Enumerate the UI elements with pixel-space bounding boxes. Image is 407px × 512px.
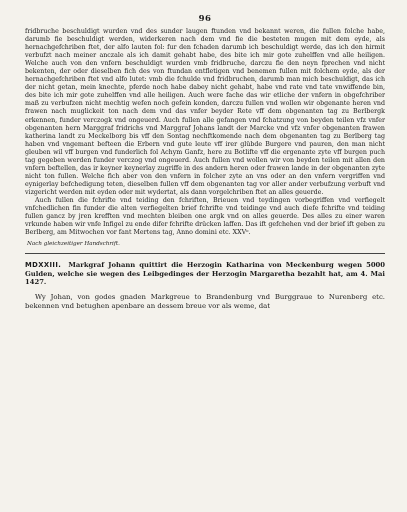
document-summary: Markgraf Johann quittirt die Herzogin Katharina von Meckenburg wegen 5000 Gulden, welche sie wegen des Leibgedinges der Herzogin Margaretha bezahlt hat, am 4. Mai 1427. — [25, 261, 386, 287]
paragraph-1: fridbruche beschuldigt wurden vnd des sunder laugen ftunden vnd bekannt weren, die fullen folche habe, darumb fie beschuldigt werden, widerkeren nach dem vnd fie die besteten mugen mit dem eyde, als hernachgefchriben ftet, der alfo lauten fol: fur den fchaden darumb ich beschuldigt werde, das ich den hirmit verbufzt nach meiner anczale als ich damit gehabt habe, des bite ich mir gote zuhelffen vnd alle heiligen. Welche auch von den vnfern beschuldigt wurden vmb fridbruche, darczu fie den neyn fprechen vnd nicht bekenten, der oder dieselben fich des von ftundan entfletigen vnd benemen fullen mit folchem eyde, als der hernachgefchriben ftet vnd alfo lutet: vmb die fchulde vnd fridbruchen, darumb man mich beschuldigt, das ich der nicht getan, mein knechte, pferde noch habe dabey nicht gehabt, habe vnd rate vnd tate vnwiffende bin, des bite ich mir gote zuhelffen vnd alle heiligen. Auch were fache das wir etliche der vnfern in obgefchriber maß zu verbufzen nicht mechtig wefen noch gefein konden, darczu fullen vnd wollen wir obgenante heren vnd frawen nach muglickeit ton nach dem vnd das vnfer beyder Rete vff dem obgenanten tag zu Berlbergk erkennen, funder verczogk vnd ongeuerd. Auch fullen alle gefangen vnd fchatzung von beyden teilen vfz vnfer obgenanten hern Marggraf fridrichs vnd Marggraf Johans landt der Marcke vnd vfz vnfer obgenanten frawen katherina landt zu Meckelborg bis vff den Sontag nechftkomende nach dem obgenanten tag zu Berlberg tag haben vnd vngemant befteen die Erbern vnd gute leute vff irer glübde Burgere vnd pauren, den man nicht gleuben wil vff burgen vnd funderlich fol Achym Ganfz, here zu Botlifte vff die ergenante zyte vff burgen puch tag gegeben werden funder verczog vnd ongeuerd. Auch fullen vnd wollen wir von beyden teilen mit allen den vnfern beftellen, das ir keyner keynerlay zugriffe in des andern heren oder frawen lande in der obgenanten zyte nicht ton fullen. Welche fich aber von den vnfern in folcher zyte an vns oder an den vnfern vergriffen vnd eynigerlay befchedigung teten, dieselben fullen vff dem obgenanten tag vor aller ander verbufzung verbuft vnd vizgericht werden mit eyden oder mit wydertat, als dann vorgelchriben ftet an alles geuerde. — [25, 28, 385, 196]
section-divider — [25, 253, 385, 254]
paragraph-2: Auch fullen die fchrifte vnd teiding den fchriften, Brieuen vnd teydingen vorbegriffen vnd verfiegelt vnfchedlichen fin funder die alten verfiegelten brief fchrifte vnd teidinge vnd auch diefe fchrifte vnd teiding fullen gancz by jren krefften vnd mechten bleiben one argk vnd on alles geuerde. Des alles zu einer waren vrkunde haben wir vnfe Infigel zu ende difer fchrifte drücken laffen. Das ift gefchehen vnd der brief ift geben zu Berlberg, am Mitwochen vor fant Mertens tag, Anno domini etc. XXVᵒ. — [25, 196, 385, 237]
document-heading — [25, 261, 385, 287]
document-number: MDXXIII. — [25, 261, 62, 270]
document-opening: Wy Johan, von godes gnaden Markgreue to Brandenburg vnd Burggraue to Nurenberg etc. bekennen vnd betughen apenbare an dessem breue vor als weme, dat — [25, 293, 385, 311]
main-text — [25, 28, 385, 237]
page-number: 96 — [198, 14, 212, 24]
source-footnote: Nach gleichzeitiger Handschrift. — [27, 241, 120, 248]
